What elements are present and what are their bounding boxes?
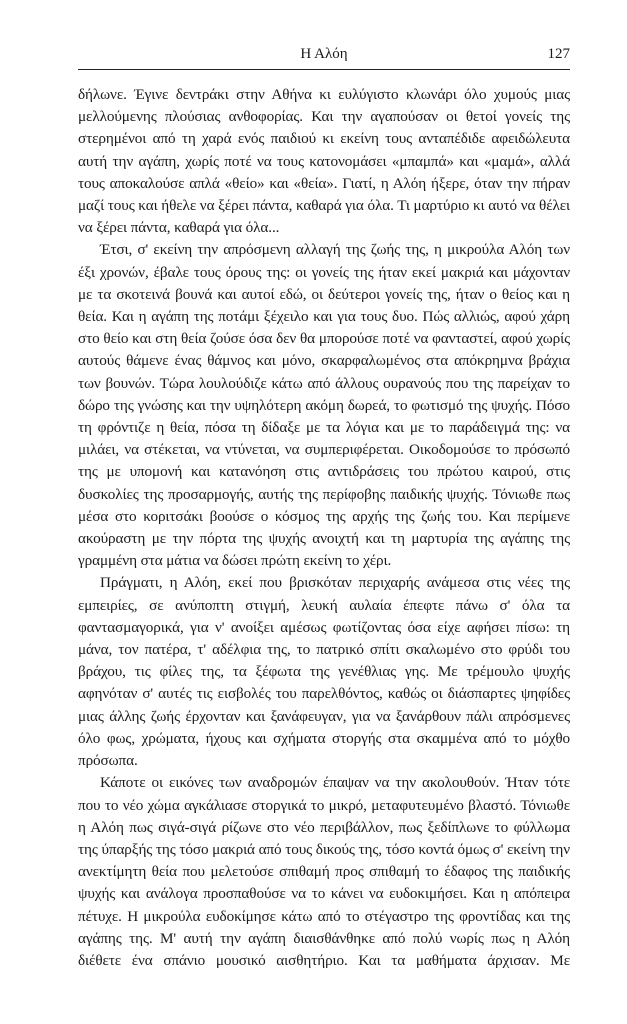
header-rule [78, 69, 570, 70]
paragraph-1: δήλωνε. Έγινε δεντράκι στην Αθήνα κι ευλύγιστο κλωνάρι όλο χυμούς μιας μελλούμενης πλούσιας ανθοφορίας. Και την αγαπούσαν οι θετοί γονείς της στερημένοι από τη χαρά ενός παιδιού κι εκείνη τους ανταπέδιδε αφειδώλευτα αυτή την αγάπη, χωρίς ποτέ να τους κατονομάσει «μπαμπά» και «μαμά», αλλά τους αποκαλούσε απλά «θείο» και «θεία». Γιατί, η Αλόη ήξερε, όταν την πήραν μαζί τους και ήθελε να ξέρει πάντα, καθαρά για όλα. Τι μαρτύριο κι αυτό να θέλει να ξέρει πάντα, καθαρά για όλα... [78, 86, 570, 237]
paragraph-4: Κάποτε οι εικόνες των αναδρομών έπαψαν να την ακολουθούν. Ήταν τότε που το νέο χώμα αγκάλιασε στοργικά το μικρό, μεταφυτευμένο βλαστό. Τόνιωθε η Αλόη πως σιγά-σιγά ρίζωνε στο νέο περιβάλλον, πως ξεδίπλωνε το φύλλωμα της ύπαρξής της τόσο μακριά από τους δικούς της, τόσο κοντά όμως σ' εκείνη την ανεκτίμητη θεία που μελετούσε σπιθαμή προς σπιθαμή το έδαφος της παιδικής ψυχής και ανάλογα προσπαθούσε να το κάνει να ευδοκιμήσει. Και η απόπειρα πέτυχε. Η μικρούλα ευδοκίμησε κάτω από το στέγαστρο της φροντίδας και της αγάπης της. Μ' αυτή την αγάπη διαισθάνθηκε από πολύ νωρίς πως η Αλόη διέθετε ένα σπάνιο μουσικό αισθητήριο. Και τα μαθήματα άρχισαν. Με [78, 774, 570, 969]
body-text [78, 84, 570, 972]
page-number: 127 [547, 46, 570, 62]
paragraph-2: Έτσι, σ' εκείνη την απρόσμενη αλλαγή της ζωής της, η μικρούλα Αλόη των έξι χρονών, έβαλε τους όρους της: οι γονείς της ήταν εκεί μακριά και μάχονταν με τα σκοτεινά βουνά και αυτοί εδώ, οι δεύτεροι γονείς της, ήταν ο θείος και η θεία. Και η αγάπη της ποτάμι ξέχειλο και για τους δυο. Πώς αλλιώς, αφού χάρη στο θείο και στη θεία ζούσε όσα δεν θα μπορούσε ποτέ να φανταστεί, αφού χωρίς αυτούς θάμενε ένας θάμνος και μόνο, σκαρφαλωμένος στα απόκρημνα βράχια των βουνών. Τώρα λουλούδιζε κάτω από άλλους ουρανούς που της παρείχαν το δώρο της γνώσης και την υψηλότερη ακόμη δωρεά, το φωτισμό της ψυχής. Πόσο τη φρόντιζε η θεία, πόσα τη δίδαξε με τα λόγια και με το παράδειγμά της: να μιλάει, να στέκεται, να ντύνεται, να συμπεριφέρεται. Οικοδομούσε το πρόσωπό της με υπομονή και κατανόηση στις αντιδράσεις του πρώτου καιρού, στις δυσκολίες της προσαρμογής, αυτής της περίφοβης παιδικής ψυχής. Τόνιωθε πως μέσα στο κοριτσάκι βοούσε ο κόσμος της αρχής της ζωής του. Και περίμενε ακούραστη με την πόρτα της ψυχής ανοιχτή και τη μαρτυρία της αγάπης της γραμμένη στα μάτια να δώσει πρώτη εκείνη το χέρι. [78, 241, 570, 570]
paragraph-3: Πράγματι, η Αλόη, εκεί που βρισκόταν περιχαρής ανάμεσα στις νέες της εμπειρίες, σε ανύποπτη στιγμή, λευκή αυλαία έπεφτε πάνω σ' όλα τα φαντασμαγορικά, για ν' ανοίξει αμέσως φωτίζοντας όσα είχε αφήσει πίσω: τη μάνα, τον πατέρα, τ' αδέλφια της, το πατρικό σπίτι σκαλωμένο στο φρύδι του βράχου, τις φίλες της, τα ξέφωτα της γενέθλιας γης. Με τρέμουλο ψυχής αφηνόταν σ' αυτές τις εισβολές του παρελθόντος, καθώς οι διάσπαρτες ψηφίδες μιας άλλης ζωής έρχονταν και ξανάφευγαν, για να ξανάρθουν πάλι απρόσμενες όλο φως, χρώματα, ήχους και σχήματα στοργής στα σκαμμένα από το μόχθο πρόσωπα. [78, 574, 570, 770]
running-head [78, 44, 570, 66]
running-title: Η Αλόη [300, 46, 348, 62]
